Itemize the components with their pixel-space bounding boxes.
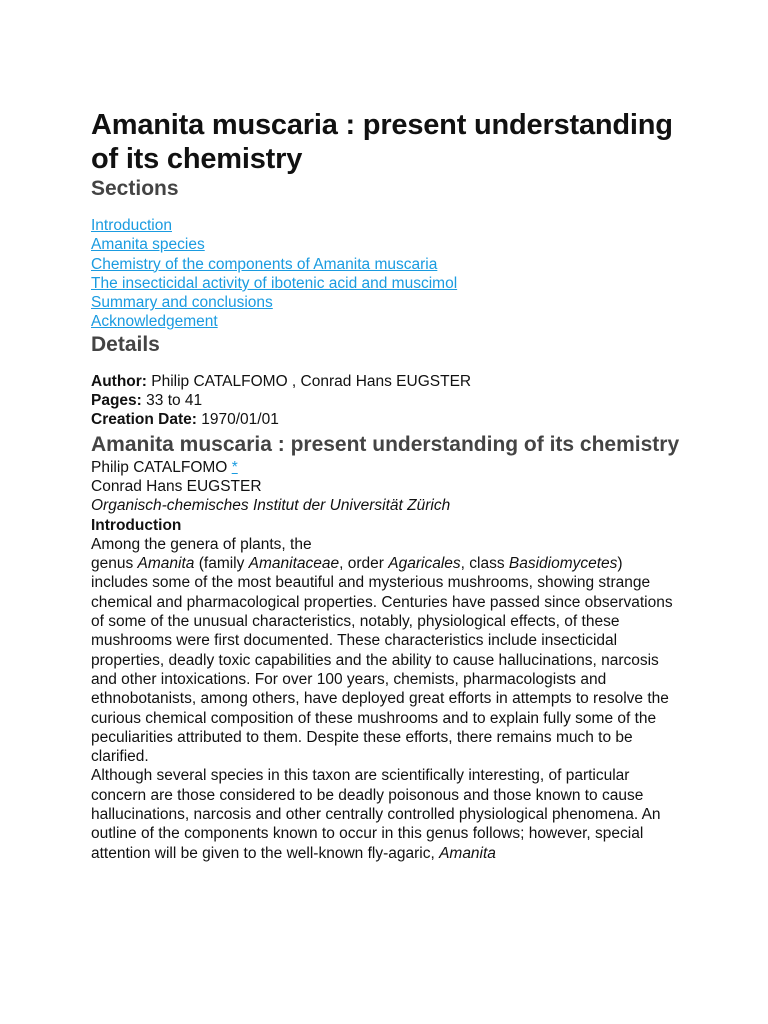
article-affiliation: Organisch-chemisches Institut der Universität Zürich <box>91 497 451 515</box>
paragraph-text: (family <box>194 555 249 573</box>
paragraph-text: ) <box>617 555 623 573</box>
document-page <box>91 108 691 863</box>
sections-list-item <box>91 274 691 293</box>
taxon-name: Amanita <box>439 844 496 862</box>
sections-heading: Sections <box>91 177 179 200</box>
article-author-1 <box>91 458 691 477</box>
paragraph-text: , class <box>460 555 509 573</box>
paragraph-text: Among the genera of plants, the <box>91 535 312 553</box>
section-link-chemistry[interactable]: Chemistry of the components of Amanita muscaria <box>91 255 438 273</box>
taxon-name: Agaricales <box>388 555 461 573</box>
introduction-heading: Introduction <box>91 516 182 534</box>
section-link-insecticidal-activity[interactable]: The insecticidal activity of ibotenic acid and muscimol <box>91 274 458 292</box>
sections-list-item <box>91 255 691 274</box>
sections-list-item <box>91 293 691 312</box>
details-block <box>91 372 691 430</box>
creation-date-value: 1970/01/01 <box>196 411 279 429</box>
paragraph-text: , order <box>339 555 389 573</box>
page-title: Amanita muscaria : present understanding of its chemistry <box>91 109 673 175</box>
article-author-2: Conrad Hans EUGSTER <box>91 477 262 495</box>
section-link-introduction[interactable]: Introduction <box>91 217 172 234</box>
creation-date-row <box>91 410 691 429</box>
creation-date-label: Creation Date: <box>91 411 197 429</box>
author-value: Philip CATALFOMO , Conrad Hans EUGSTER <box>146 372 472 390</box>
article-title: Amanita muscaria : present understanding of its chemistry <box>91 432 680 456</box>
pages-value: 33 to 41 <box>141 392 203 410</box>
author-footnote-link[interactable]: * <box>231 458 238 476</box>
paragraph-text: genus <box>91 555 138 573</box>
section-link-acknowledgement[interactable]: Acknowledgement <box>91 313 218 331</box>
taxon-name: Amanita <box>137 555 195 573</box>
sections-list-item <box>91 216 691 235</box>
paragraph-text: includes some of the most beautiful and mysterious mushrooms, showing strange chemical and pharmacological properties. Centuries have passed since observations of some of the unusual characteristics, notably, physiological effects, of these mushrooms were first documented. These characteristics include insecticidal properties, deadly toxic capabilities and the ability to cause hallucinations, narcosis and other intoxications. For over 100 years, chemists, pharmacologists and ethnobotanists, among others, have deployed great efforts in attempts to resolve the curious chemical composition of these mushrooms and to explain fully some of the peculiarities attributed to them. Despite these efforts, there remains much to be clarified. <box>91 574 673 766</box>
introduction-paragraph-2 <box>91 766 683 862</box>
section-link-amanita-species[interactable]: Amanita species <box>91 236 205 254</box>
author-row <box>91 372 691 391</box>
author-label: Author: <box>91 372 147 390</box>
sections-list <box>91 216 691 332</box>
sections-list-item <box>91 312 691 331</box>
pages-row <box>91 391 691 410</box>
paragraph-text: Although several species in this taxon are scientifically interesting, of particular concern are those considered to be deadly poisonous and those known to cause hallucinations, narcosis and other centrally controlled physiological phenomena. An outline of the components known to occur in this genus follows; however, special attention will be given to the well-known fly-agaric, <box>91 767 661 862</box>
introduction-paragraph-1 <box>91 535 683 767</box>
taxon-name: Basidiomycetes <box>508 555 618 573</box>
pages-label: Pages: <box>91 392 142 410</box>
author-1-name: Philip CATALFOMO <box>91 458 232 476</box>
details-heading: Details <box>91 332 160 356</box>
taxon-name: Amanitaceae <box>248 555 340 573</box>
sections-list-item <box>91 235 691 254</box>
section-link-summary[interactable]: Summary and conclusions <box>91 294 273 312</box>
